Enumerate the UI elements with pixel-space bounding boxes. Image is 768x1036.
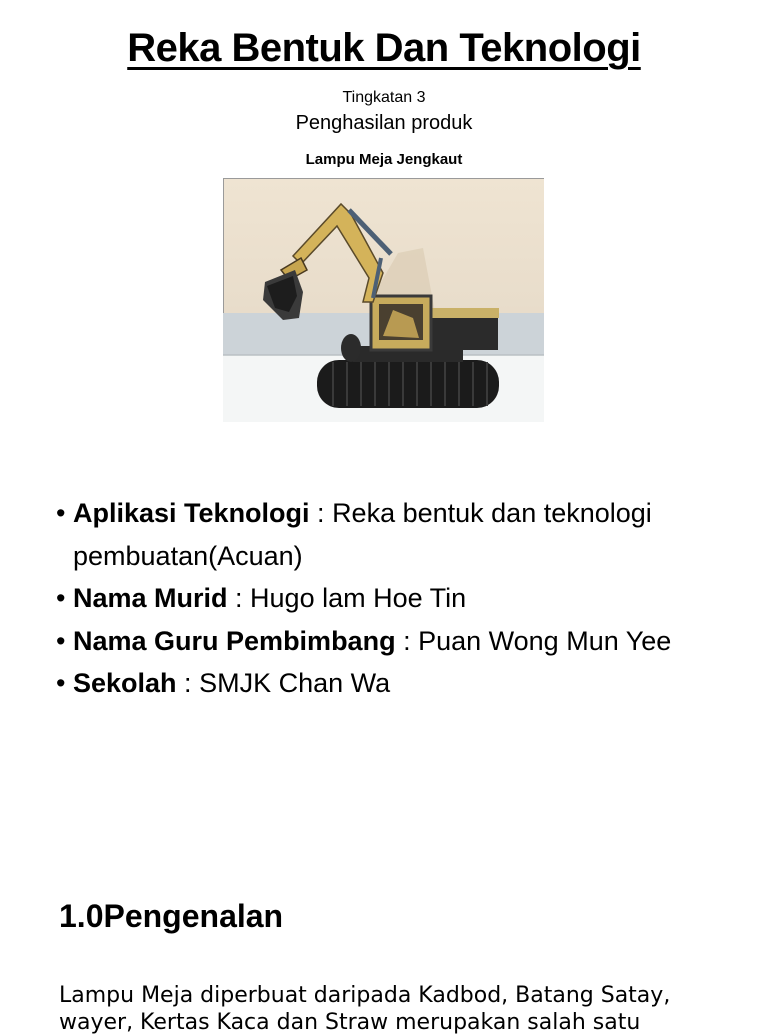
detail-item-teacher (56, 620, 736, 663)
detail-value: Reka bentuk dan teknologi pembuatan(Acuan) (73, 498, 652, 571)
section-heading: 1.0Pengenalan (59, 898, 284, 934)
project-details-list (56, 492, 736, 705)
detail-item-school (56, 662, 736, 705)
detail-label: Sekolah (73, 668, 177, 698)
detail-label: Aplikasi Teknologi (73, 498, 310, 528)
detail-label: Nama Murid (73, 583, 228, 613)
detail-label: Nama Guru Pembimbang (73, 625, 396, 656)
detail-separator: : (309, 498, 333, 528)
section-body-text: Lampu Meja diperbuat daripada Kadbod, Batang Satay, wayer, Kertas Kaca dan Straw merupakan salah satu (59, 983, 671, 1035)
detail-value: SMJK Chan Wa (199, 668, 391, 698)
detail-item-student (56, 577, 736, 620)
bullet-icon: • (56, 668, 66, 698)
detail-separator: : (395, 625, 419, 656)
grade-level: Tingkatan 3 (342, 89, 426, 106)
bullet-icon: • (56, 498, 66, 528)
excavator-lamp-photo (223, 178, 544, 422)
project-category: Penghasilan produk (295, 112, 473, 134)
bullet-icon: • (56, 625, 66, 656)
bullet-icon: • (56, 583, 66, 613)
detail-value: Puan Wong Mun Yee (418, 625, 672, 656)
detail-separator: : (227, 583, 251, 613)
document-title: Reka Bentuk Dan Teknologi (127, 26, 641, 70)
detail-separator: : (176, 668, 200, 698)
detail-value: Hugo lam Hoe Tin (250, 583, 467, 613)
detail-item-technology (56, 492, 736, 577)
product-name: Lampu Meja Jengkaut (305, 151, 463, 168)
